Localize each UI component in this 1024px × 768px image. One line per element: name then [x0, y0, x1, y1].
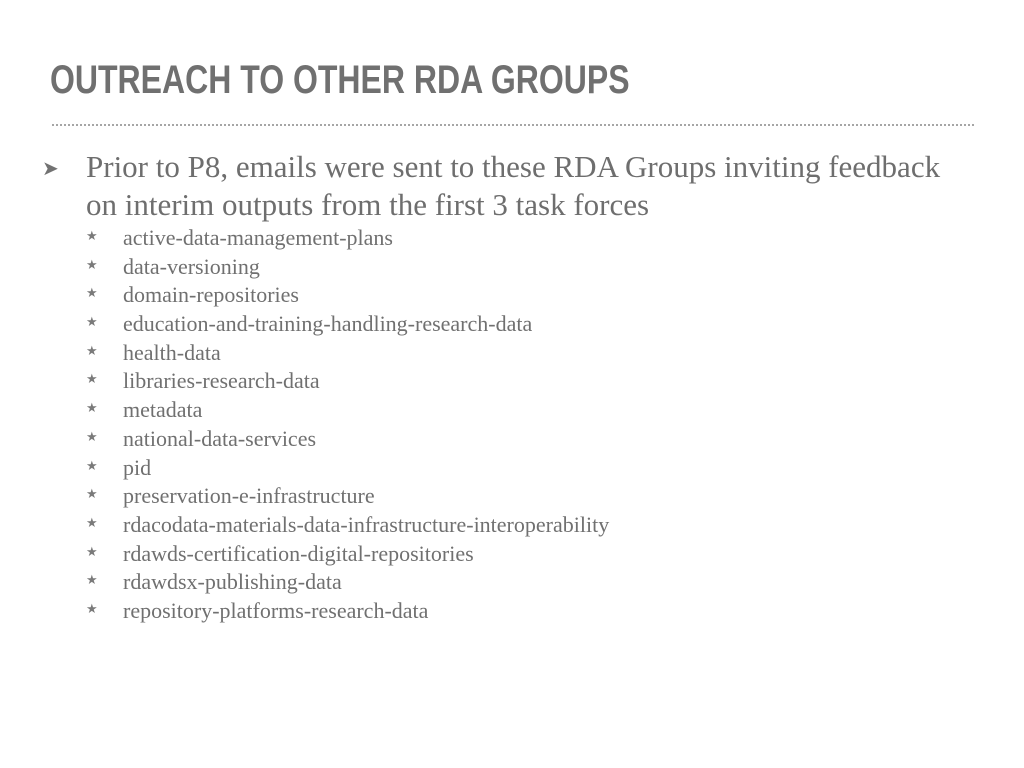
star-bullet-icon: ★	[86, 229, 98, 244]
group-name: domain-repositories	[123, 282, 299, 308]
group-name: rdacodata-materials-data-infrastructure-interoperability	[123, 511, 610, 537]
group-name: libraries-research-data	[123, 368, 320, 394]
group-name: data-versioning	[123, 253, 260, 279]
slide-title: OUTREACH TO OTHER RDA GROUPS	[50, 58, 630, 102]
star-bullet-icon: ★	[86, 343, 98, 359]
star-bullet-icon: ★	[86, 429, 98, 445]
group-name: preservation-e-infrastructure	[123, 483, 375, 509]
group-name: rdawds-certification-digital-repositories	[123, 540, 474, 566]
star-bullet-icon: ★	[86, 458, 98, 474]
star-bullet-icon: ★	[86, 487, 98, 503]
main-bullet-text: Prior to P8, emails were sent to these RDA Groups inviting feedback on interim outputs from the first 3 task forces	[86, 149, 941, 222]
star-bullet-icon: ★	[86, 257, 98, 273]
group-name: active-data-management-plans	[123, 225, 393, 250]
star-bullet-icon: ★	[86, 544, 98, 560]
group-name: rdawdsx-publishing-data	[123, 569, 342, 595]
star-bullet-icon: ★	[86, 315, 98, 331]
arrowhead-bullet-icon: ➤	[42, 156, 59, 180]
star-bullet-icon: ★	[86, 601, 98, 617]
star-bullet-icon: ★	[86, 401, 98, 417]
star-bullet-icon: ★	[86, 372, 98, 388]
group-name: repository-platforms-research-data	[123, 597, 429, 623]
group-name: pid	[123, 454, 152, 480]
star-bullet-icon: ★	[86, 515, 98, 531]
group-name: education-and-training-handling-research-data	[123, 311, 533, 337]
group-name: health-data	[123, 339, 221, 365]
star-bullet-icon: ★	[86, 286, 98, 302]
star-bullet-icon: ★	[86, 573, 98, 589]
title-divider	[52, 124, 974, 126]
group-name: national-data-services	[123, 425, 317, 451]
group-name: metadata	[123, 397, 203, 423]
